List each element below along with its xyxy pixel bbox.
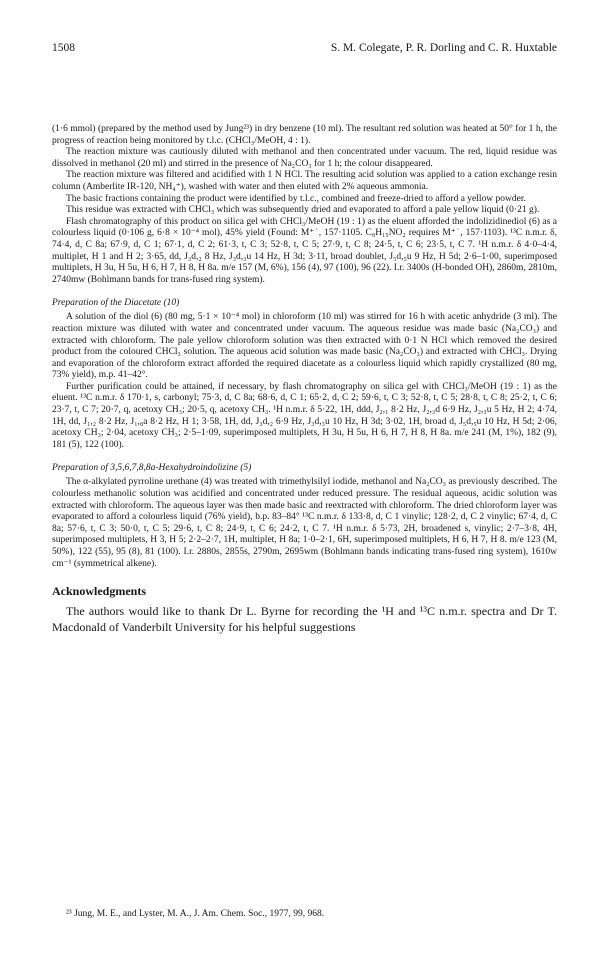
paragraph: (1·6 mmol) (prepared by the method used by Jung²³) in dry benzene (10 ml). The resultant red solution was heated at 50° for 1 h, the progress of reaction being monitored by t.l.c. (CHCl₃/MeOH, 4 : 1). [52, 124, 557, 146]
footnote: ²³ Jung, M. E., and Lyster, M. A., J. Am. Chem. Soc., 1977, 99, 968. [66, 909, 325, 919]
paragraph: A solution of the diol (6) (80 mg, 5·1 × 10⁻⁴ mol) in chloroform (10 ml) was stirred for 16 h with acetic anhydride (3 ml). The reaction mixture was diluted with water and concentrated under vacuum. The aqueous residue was made basic (Na₂CO₃) and extracted with chloroform. The pale yellow chloroform solution was then extracted with 0·1 N HCl which removed the desired product from the coloured CHCl₃ solution. The aqueous acid solution was made basic (Na₂CO₃) and extracted with CHCl₃. Drying and evaporation of the chloroform extract afforded the required diacetate as a colourless liquid which rapidly crystallized (80 mg, 73% yield), m.p. 41–42°. [52, 312, 557, 381]
paragraph: This residue was extracted with CHCl₃ which was subsequently dried and evaporated to afford a pale yellow liquid (0·21 g). [66, 205, 540, 216]
acknowledgments-heading: Acknowledgments [52, 584, 147, 599]
page-number: 1508 [52, 42, 75, 54]
acknowledgments-text: The authors would like to thank Dr L. Byrne for recording the ¹H and ¹³C n.m.r. spectra and Dr T. Macdonald of Vanderbilt University for his helpful suggestions [52, 604, 557, 634]
article-body [52, 124, 557, 635]
section-heading-diacetate: Preparation of the Diacetate (10) [52, 298, 180, 309]
paragraph: Further purification could be attained, if necessary, by flash chromatography on silica gel with CHCl₃/MeOH (19 : 1) as the eluent. ¹³C n.m.r. δ 170·1, s, carbonyl; 75·3, d, C 8a; 68·6, d, C 1; 65·2, d, C 2; 59·6, t, C 3; 52·8, t, C 5; 28·8, t, C 8; 25·2, t, C 6; 23·7, t, C 7; 20·7, q, acetoxy CH₃; 20·5, q, acetoxy CH₃. ¹H n.m.r. δ 5·22, 1H, ddd, J₂,₁ 8·2 Hz, J₂,₃d 6·9 Hz, J₂,₃u 5 Hz, H 2; 4·74, 1H, dd, J₁,₂ 8·2 Hz, J₁,₈a 8·2 Hz, H 1; 3·58, 1H, dd, J₃d,₂ 6·9 Hz, J₃d,₃u 10 Hz, H 3d; 3·02, 1H, broad d, J₅d,₅u 10 Hz, H 5d; 2·06, acetoxy CH₃; 2·04, acetoxy CH₃; 2·5–1·09, superimposed multiplets, H 3u, H 5u, H 6, H 7, H 8, H 8a. m/e 241 (M, 1%), 182 (9), 181 (5), 122 (100). [52, 381, 557, 450]
section-heading-hexahydroindolizine: Preparation of 3,5,6,7,8,8a-Hexahydroindolizine (5) [52, 463, 252, 474]
paragraph: The reaction mixture was cautiously diluted with methanol and then concentrated under vacuum. The red, liquid residue was dissolved in methanol (20 ml) and stirred in the presence of Na₂CO₃ for 1 h; the colour disappeared. [52, 147, 557, 169]
paragraph: The reaction mixture was filtered and acidified with 1 N HCl. The resulting acid solution was applied to a cation exchange resin column (Amberlite IR-120, NH₄⁺), washed with water and then eluted with 2% aqueous ammonia. [52, 170, 557, 192]
paragraph: Flash chromatography of this product on silica gel with CHCl₃/MeOH (19 : 1) as the eluent afforded the indolizidinediol (6) as a colourless liquid (0·106 g, 6·8 × 10⁻⁴ mol), 45% yield (Found: M⁺˙, 157·1105. C₈H₁₅NO₂ requires M⁺˙, 157·1103). ¹³C n.m.r. δ, 74·4, d, C 8a; 67·9, d, C 1; 67·1, d, C 2; 61·3, t, C 3; 52·8, t, C 5; 27·9, t, C 8; 24·5, t, C 6; 23·5, t, C 7. ¹H n.m.r. δ 4·0–4·4, multiplet, H 1 and H 2; 3·65, dd, J₃d,₂ 8 Hz, J₃d,₃u 14 Hz, H 3d; 3·11, broad doublet, J₅d,₅u 9 Hz, H 5d; 2·6–1·00, superimposed multiplets, H 3u, H 5u, H 6, H 7, H 8, H 8a. m/e 157 (M, 6%), 156 (4), 97 (100), 96 (22). I.r. 3400s (H-bonded OH), 2860m, 2810m, 2740mw (Bohlmann bands for trans-fused ring system). [52, 216, 557, 285]
paragraph: The basic fractions containing the product were identified by t.l.c., combined and freeze-dried to afford a yellow powder. [66, 193, 526, 204]
page-header [52, 42, 557, 58]
running-head-authors: S. M. Colegate, P. R. Dorling and C. R. Huxtable [330, 42, 557, 54]
paragraph: The α-alkylated pyrroline urethane (4) was treated with trimethylsilyl iodide, methanol and Na₂CO₃ as previously described. The colourless methanolic solution was acidified and concentrated under reduced pressure. The residual aqueous, acidic solution was extracted with chloroform. The aqueous layer was then made basic and reextracted with chloroform. The dried chloroform layer was evaporated to afford a colourless liquid (76% yield), b.p. 83–84° ¹³C n.m.r. δ 133·8, d, C 1 vinylic; 128·2, d, C 2 vinylic; 67·4, d, C 8a; 57·6, t, C 3; 50·0, t, C 5; 29·6, t, C 8; 24·9, t, C 6; 24·2, t, C 7. ¹H n.m.r. δ 5·73, 2H, broadened s, vinylic; 2·7–3·8, 4H, superimposed multiplets, H 3, H 5; 2·2–2·7, 1H, multiplet, H 8a; 1·0–2·1, 6H, superimposed multiplets, H 6, H 7, H 8. m/e 123 (M, 50%), 122 (55), 95 (8), 81 (100). I.r. 2880s, 2855s, 2790m, 2695wm (Bohlmann bands indicating trans-fused ring system), 1610w cm⁻¹ (symmetrical alkene). [52, 477, 557, 569]
